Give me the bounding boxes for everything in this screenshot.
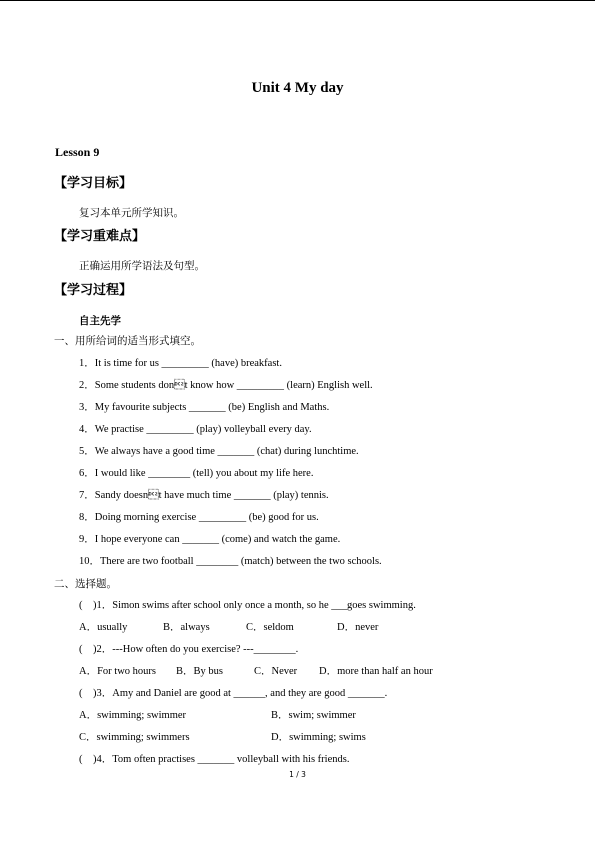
fill-item-10: 10．There are two football ________ (match) between the two schools. xyxy=(79,556,382,567)
fill-item-7: 7．Sandy doesnt have much time _______ (play) tennis. xyxy=(79,490,329,501)
key-points-text: 正确运用所学语法及句型。 xyxy=(79,260,205,272)
choice-q2-stem: ( )2．---How often do you exercise? ---________. xyxy=(79,644,299,655)
fill-item-8: 8．Doing morning exercise _________ (be) good for us. xyxy=(79,512,319,523)
fill-item-2: 2．Some students dont know how _________ (learn) English well. xyxy=(79,380,373,391)
choice-q2-option-a: A．For two hours xyxy=(79,666,157,677)
page-title: Unit 4 My day xyxy=(251,80,344,96)
fill-item-5: 5．We always have a good time _______ (chat) during lunchtime. xyxy=(79,446,359,457)
choice-q1-option-d: D．never xyxy=(337,622,379,633)
part2-heading: 二、选择题。 xyxy=(54,578,117,590)
fill-item-1: 1．It is time for us _________ (have) breakfast. xyxy=(79,358,282,369)
choice-q1-stem: ( )1．Simon swims after school only once a month, so he ___goes swimming. xyxy=(79,600,416,611)
choice-q2-option-c: C．Never xyxy=(254,666,298,677)
process-heading: 【学习过程】 xyxy=(54,283,133,298)
key-points-heading: 【学习重难点】 xyxy=(54,229,146,244)
goal-heading: 【学习目标】 xyxy=(54,176,133,191)
choice-q2-option-d: D．more than half an hour xyxy=(319,666,433,677)
choice-q3-stem: ( )3．Amy and Daniel are good at ______, and they are good _______. xyxy=(79,688,388,699)
fill-item-3: 3．My favourite subjects _______ (be) English and Maths. xyxy=(79,402,330,413)
choice-q4-stem: ( )4．Tom often practises _______ volleyball with his friends. xyxy=(79,754,350,765)
lesson-heading: Lesson 9 xyxy=(55,145,100,159)
fill-item-4: 4．We practise _________ (play) volleyball every day. xyxy=(79,424,312,435)
choice-q1-option-c: C．seldom xyxy=(246,622,294,633)
self-study-subheading: 自主先学 xyxy=(79,315,121,327)
choice-q3-option-a: A．swimming; swimmer xyxy=(79,710,187,721)
goal-text: 复习本单元所学知识。 xyxy=(79,207,184,219)
part1-heading: 一、用所给词的适当形式填空。 xyxy=(54,335,201,347)
page-number: 1 / 3 xyxy=(289,770,306,779)
choice-q3-option-b: B．swim; swimmer xyxy=(271,710,356,721)
choice-q1-option-a: A．usually xyxy=(79,622,128,633)
fill-item-9: 9．I hope everyone can _______ (come) and watch the game. xyxy=(79,534,341,545)
fill-item-6: 6．I would like ________ (tell) you about my life here. xyxy=(79,468,314,479)
choice-q3-option-c: C．swimming; swimmers xyxy=(79,732,190,743)
choice-q3-option-d: D．swimming; swims xyxy=(271,732,366,743)
choice-q1-option-b: B．always xyxy=(163,622,210,633)
top-border-line xyxy=(0,0,595,1)
choice-q2-option-b: B．By bus xyxy=(176,666,223,677)
